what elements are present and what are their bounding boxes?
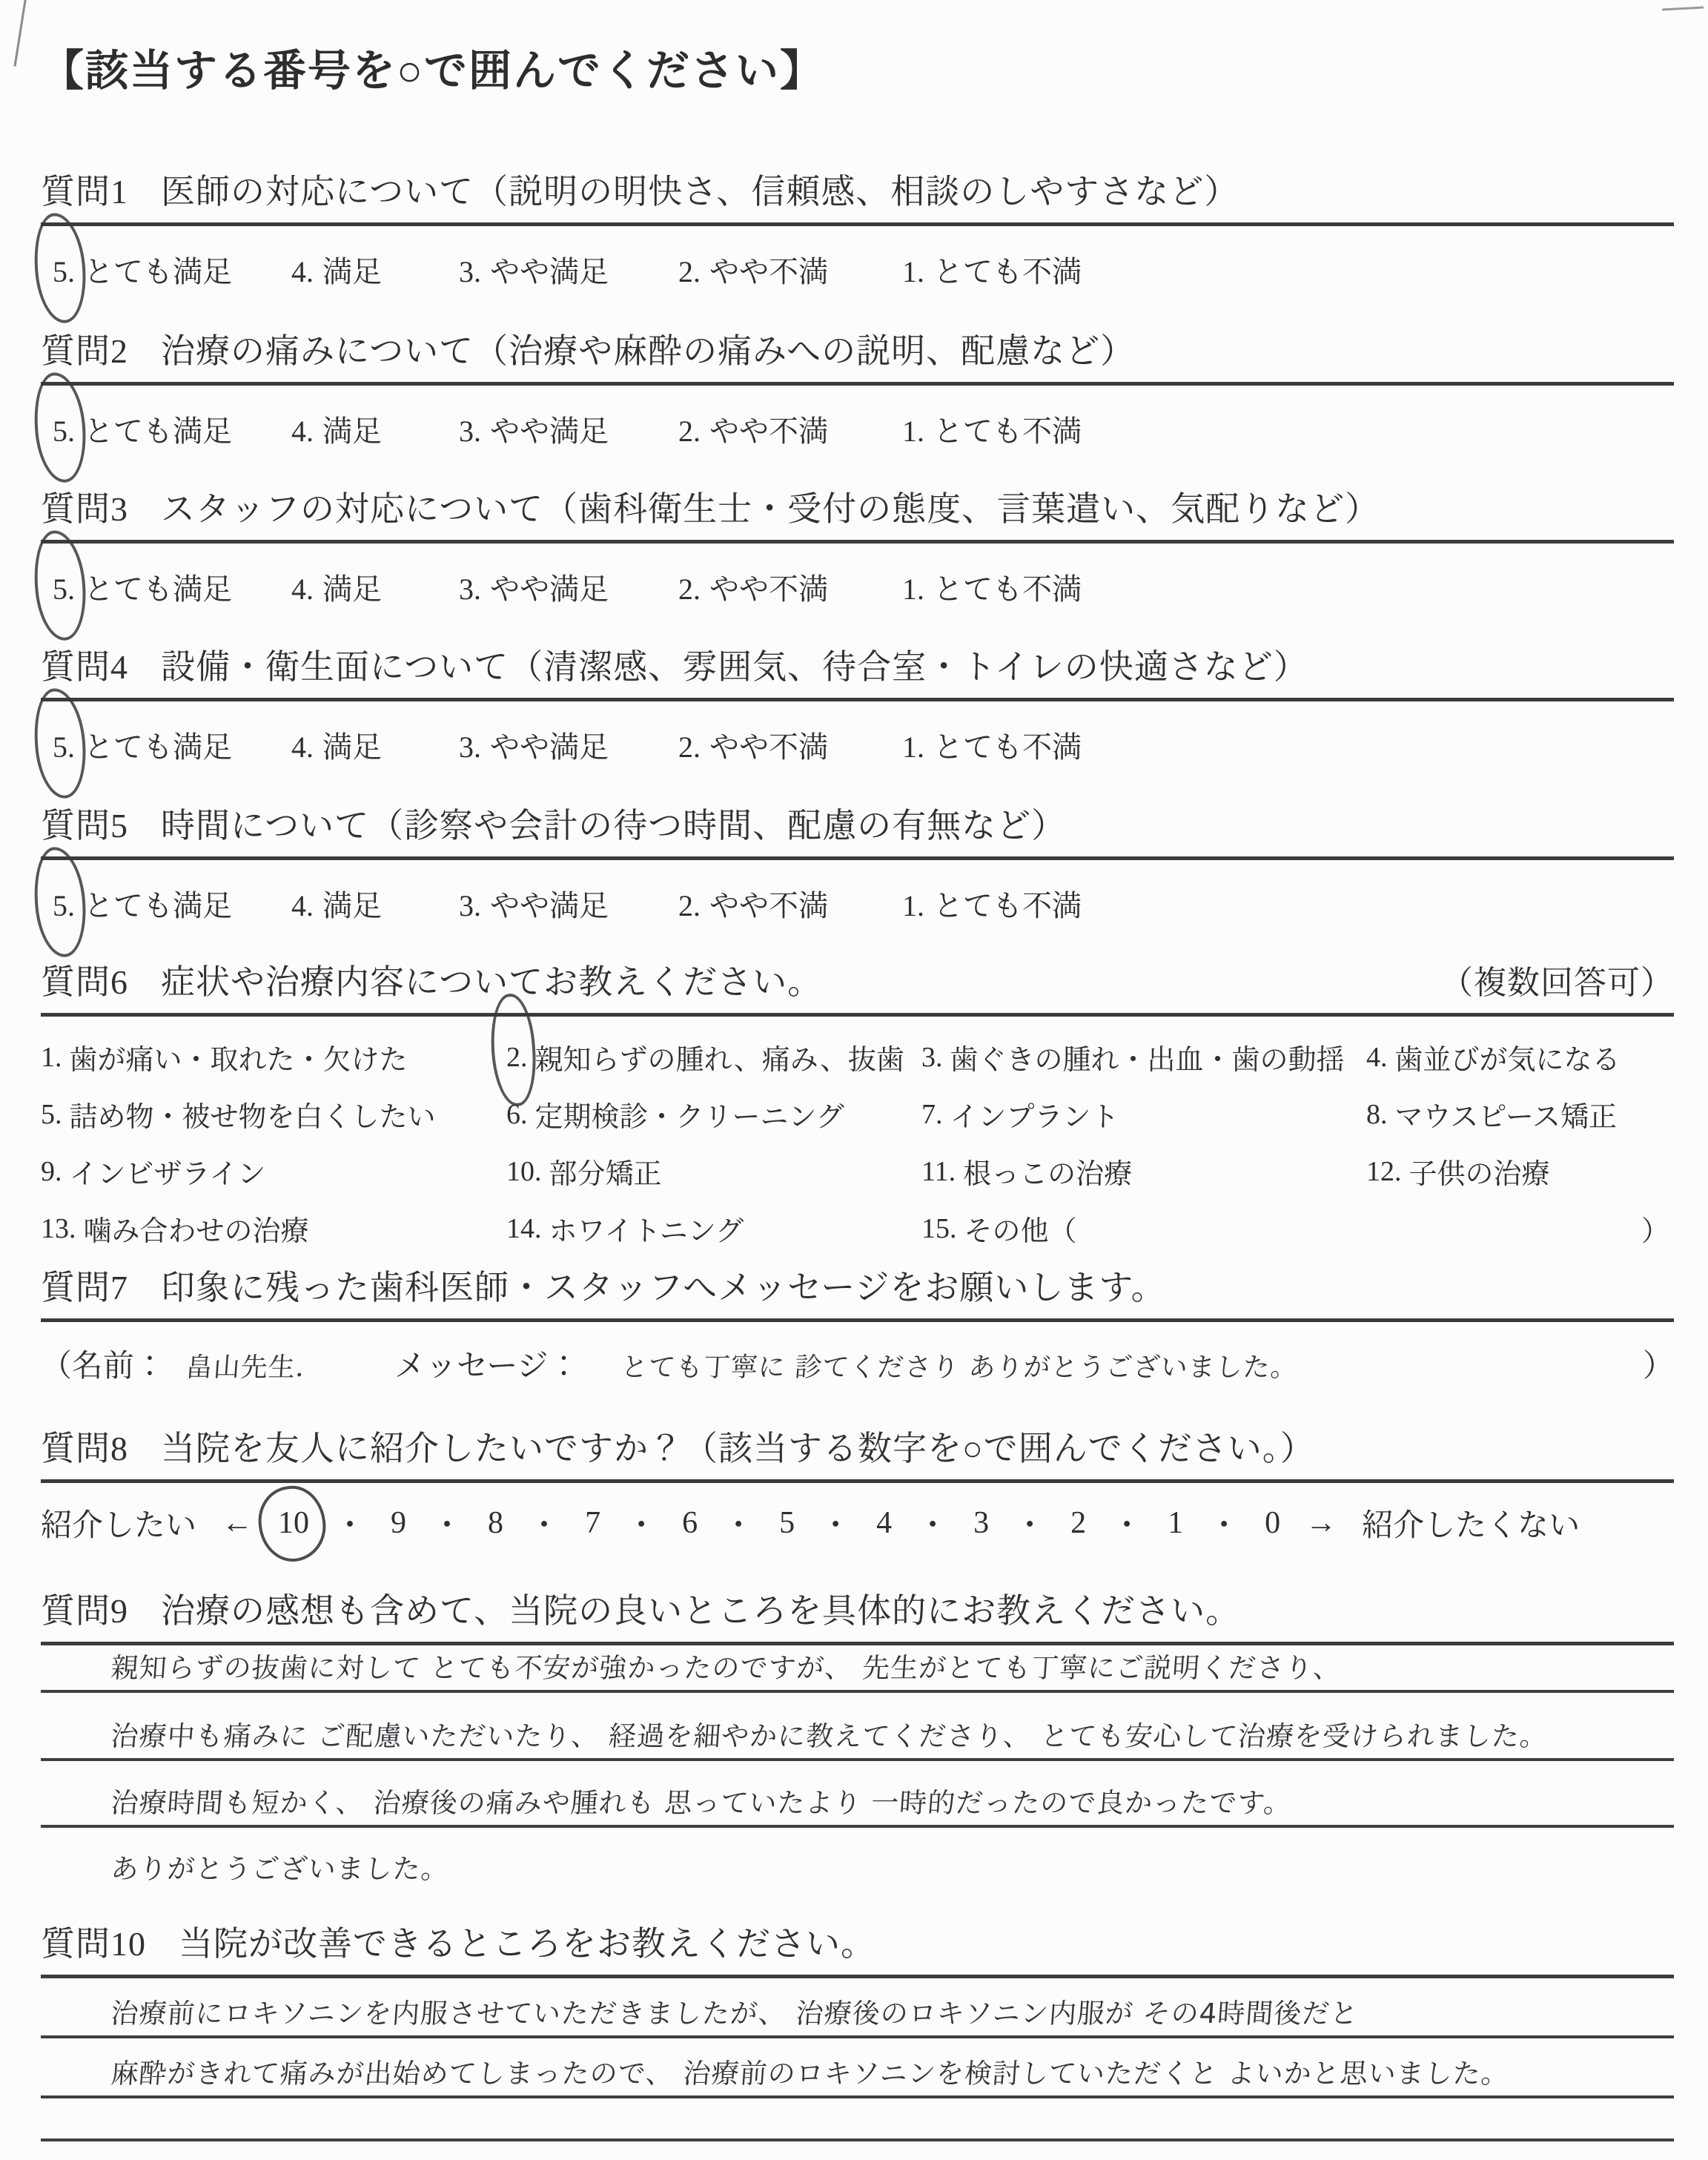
page-header <box>41 36 1674 98</box>
divider <box>41 1479 1674 1483</box>
question-9-section <box>41 1584 1674 1891</box>
question-10-header <box>41 1917 1674 1966</box>
rating-option-4 <box>291 248 459 291</box>
rating-option-4 <box>291 566 459 608</box>
question-4-label: 質問4 <box>41 648 128 686</box>
rating-option-label: とても満足 <box>84 889 232 922</box>
handwritten-line: 麻酔がきれて痛みが出始めてしまったので、 治療前のロキソニンを検討していただくと よいかと思いました。 <box>110 2058 1511 2090</box>
rating-option-4 <box>291 408 459 450</box>
rating-option-label: とても不満 <box>933 889 1082 922</box>
question-4-title: 設備・衛生面について（清潔感、雰囲気、待合室・トイレの快適さなど） <box>161 648 1308 686</box>
option-number: 11. <box>921 1155 956 1187</box>
question-9-title: 治療の感想も含めて、当院の良いところを具体的にお教えください。 <box>161 1592 1241 1630</box>
divider <box>41 1013 1674 1017</box>
rating-option-3 <box>459 724 678 766</box>
rating-option-number: 1. <box>902 730 924 764</box>
question-1-title: 医師の対応について（説明の明快さ、信頼感、相談のしやすさなど） <box>161 173 1239 211</box>
circled-answer-5: 5. <box>53 889 75 922</box>
scale-number-0: 0 <box>1265 1506 1281 1540</box>
divider <box>41 222 1674 226</box>
symptom-option-14 <box>506 1200 921 1257</box>
rating-option-3 <box>459 882 678 925</box>
rating-option-2 <box>678 724 902 766</box>
question-2-title: 治療の痛みについて（治療や麻酔の痛みへの説明、配慮など） <box>161 332 1136 370</box>
rating-option-1 <box>902 566 1082 608</box>
message-field-label: メッセージ： <box>394 1350 580 1384</box>
rating-option-label: やや満足 <box>490 572 609 606</box>
rating-option-number: 4. <box>291 415 314 448</box>
question-7-header <box>41 1261 1674 1309</box>
rating-option-number: 2. <box>678 255 701 288</box>
answer-line-empty <box>41 2098 1674 2141</box>
rating-option-2 <box>678 408 902 450</box>
question-3-header <box>41 482 1674 531</box>
question-3-label: 質問3 <box>41 490 128 528</box>
rating-option-label: とても不満 <box>933 572 1082 606</box>
question-1-header <box>41 165 1674 214</box>
option-number: 14. <box>506 1212 542 1244</box>
separator-dot: ・ <box>1208 1509 1240 1543</box>
option-label: 根っこの治療 <box>963 1159 1133 1190</box>
rating-option-label: やや不満 <box>709 572 828 606</box>
divider <box>41 1318 1674 1322</box>
rating-option-label: とても満足 <box>84 255 232 288</box>
answer-line <box>41 1761 1674 1828</box>
question-6-title: 症状や治療内容についてお教えください。 <box>161 963 823 1001</box>
question-2-section <box>41 324 1674 450</box>
scale-number-8: 8 <box>488 1506 504 1540</box>
handwritten-name-value: 畠山先生． <box>185 1353 325 1383</box>
rating-option-label: やや不満 <box>709 255 828 288</box>
rating-option-number: 1. <box>902 415 924 448</box>
rating-option-number: 1. <box>902 889 924 922</box>
rating-option-number: 4. <box>291 572 314 606</box>
symptom-option-11 <box>921 1143 1366 1200</box>
scale-number-1: 1 <box>1168 1506 1184 1540</box>
question-9-label: 質問9 <box>41 1592 128 1630</box>
rating-option-number: 4. <box>291 730 314 764</box>
option-label: 詰め物・被せ物を白くしたい <box>69 1102 436 1133</box>
question-4-section <box>41 640 1674 766</box>
rating-option-5 <box>53 566 291 608</box>
option-number: 5. <box>41 1098 62 1130</box>
left-arrow: ← <box>222 1506 254 1540</box>
option-label: 子供の治療 <box>1409 1159 1550 1190</box>
question-8-section <box>41 1421 1674 1545</box>
rating-option-label: とても不満 <box>933 730 1082 764</box>
answer-line <box>41 2038 1674 2098</box>
symptom-option-1 <box>41 1028 506 1086</box>
option-number: 1. <box>41 1041 62 1073</box>
question-6-label: 質問6 <box>41 963 128 1001</box>
rating-option-number: 4. <box>291 889 314 922</box>
close-paren: ） <box>1642 1350 1674 1384</box>
option-label: 歯が痛い・取れた・欠けた <box>69 1045 408 1076</box>
option-number: 6. <box>506 1098 528 1130</box>
question-5-label: 質問5 <box>41 807 128 845</box>
rating-option-2 <box>678 566 902 608</box>
rating-option-1 <box>902 724 1082 766</box>
scale-right-label: 紹介したくない <box>1362 1509 1580 1543</box>
symptom-option-10 <box>506 1143 921 1200</box>
symptom-option-12 <box>1366 1143 1674 1200</box>
question-2-options <box>41 408 1674 450</box>
option-label: マウスピース矯正 <box>1394 1102 1617 1133</box>
question-3-options <box>41 566 1674 608</box>
answer-line <box>41 1828 1674 1891</box>
question-6-header <box>41 955 1674 1004</box>
question-8-label: 質問8 <box>41 1430 128 1467</box>
question-6-note: （複数回答可） <box>1440 965 1674 1001</box>
question-5-title: 時間について（診察や会計の待つ時間、配慮の有無など） <box>161 807 1067 845</box>
option-number: 13. <box>41 1212 76 1244</box>
rating-option-label: 満足 <box>322 889 382 922</box>
question-6-section <box>41 955 1674 1257</box>
option-label: 歯ぐきの腫れ・出血・歯の動揺 <box>950 1045 1345 1076</box>
rating-option-number: 1. <box>902 255 924 288</box>
rating-option-label: とても満足 <box>84 572 232 606</box>
circled-answer-10: 10 <box>278 1506 310 1540</box>
handwritten-line: 親知らずの抜歯に対して とても不安が強かったのですが、 先生がとても丁寧にご説明くださり、 <box>110 1652 1343 1684</box>
divider <box>41 856 1674 860</box>
question-5-section <box>41 799 1674 925</box>
handwritten-line: 治療中も痛みに ご配慮いただいたり、 経過を細やかに教えてくださり、 とても安心して治療を受けられました。 <box>110 1720 1549 1752</box>
symptom-option-5 <box>41 1086 506 1143</box>
scale-number-6: 6 <box>682 1506 698 1540</box>
rating-option-number: 3. <box>459 415 481 448</box>
question-2-header <box>41 324 1674 373</box>
separator-dot: ・ <box>1014 1509 1046 1543</box>
rating-option-3 <box>459 408 678 450</box>
rating-option-2 <box>678 248 902 291</box>
scale-number-9: 9 <box>391 1506 407 1540</box>
rating-option-1 <box>902 882 1082 925</box>
question-7-label: 質問7 <box>41 1269 128 1307</box>
rating-option-label: やや満足 <box>490 255 609 288</box>
handwritten-line: ありがとうございました。 <box>110 1853 451 1885</box>
separator-dot: ・ <box>820 1509 852 1543</box>
circled-answer-5: 5. <box>53 730 75 764</box>
rating-option-number: 3. <box>459 572 481 606</box>
rating-option-label: とても満足 <box>84 730 232 764</box>
rating-option-label: やや不満 <box>709 415 828 448</box>
rating-option-number: 3. <box>459 889 481 922</box>
rating-option-number: 2. <box>678 889 701 922</box>
option-label: 親知らずの腫れ、痛み、抜歯 <box>534 1045 905 1076</box>
symptom-option-4 <box>1366 1028 1674 1086</box>
rating-option-label: やや満足 <box>490 889 609 922</box>
rating-option-4 <box>291 882 459 925</box>
close-paren: ） <box>1641 1216 1669 1247</box>
rating-option-5 <box>53 882 291 925</box>
symptom-option-9 <box>41 1143 506 1200</box>
scale-number-7: 7 <box>585 1506 601 1540</box>
question-4-options <box>41 724 1674 766</box>
rating-option-label: やや満足 <box>490 730 609 764</box>
option-label: ホワイトニング <box>549 1216 744 1247</box>
page-title: 【該当する番号を○で囲んでください】 <box>41 47 825 95</box>
rating-option-label: 満足 <box>322 572 382 606</box>
option-number: 7. <box>921 1098 943 1130</box>
handwritten-line: 治療時間も短かく、 治療後の痛みや腫れも 思っていたより 一時的だったので良かったです。 <box>110 1787 1293 1819</box>
handwritten-message-value: とても丁寧に 診てくださり ありがとうございました。 <box>619 1353 1299 1383</box>
option-number: 12. <box>1366 1155 1402 1187</box>
symptom-option-13 <box>41 1200 506 1257</box>
question-10-title: 当院が改善できるところをお教えください。 <box>179 1925 875 1963</box>
rating-option-label: やや不満 <box>709 889 828 922</box>
scan-artifact <box>14 0 27 67</box>
option-number: 9. <box>41 1155 62 1187</box>
separator-dot: ・ <box>431 1509 463 1543</box>
symptom-option-2 <box>506 1028 921 1086</box>
rating-option-1 <box>902 408 1082 450</box>
question-1-section <box>41 165 1674 291</box>
separator-dot: ・ <box>723 1509 755 1543</box>
symptom-option-3 <box>921 1028 1366 1086</box>
rating-option-number: 4. <box>291 255 314 288</box>
divider <box>41 382 1674 386</box>
question-1-options <box>41 248 1674 291</box>
question-7-section <box>41 1261 1674 1386</box>
option-label: その他（ <box>964 1216 1077 1247</box>
rating-option-3 <box>459 248 678 291</box>
scale-number-3: 3 <box>973 1506 990 1540</box>
option-label: 歯並びが気になる <box>1394 1045 1621 1076</box>
option-label: インビザライン <box>69 1159 266 1190</box>
option-label: 部分矯正 <box>549 1159 662 1190</box>
question-4-header <box>41 640 1674 689</box>
rating-option-label: とても不満 <box>933 255 1082 288</box>
right-arrow: → <box>1305 1506 1337 1540</box>
option-number: 8. <box>1366 1098 1388 1130</box>
symptom-option-6 <box>506 1086 921 1143</box>
rating-option-number: 2. <box>678 730 701 764</box>
handwritten-line: 治療前にロキソニンを内服させていただきましたが、 治療後のロキソニン内服が その4時間後だと <box>110 1998 1360 2029</box>
question-5-header <box>41 799 1674 848</box>
scan-artifact <box>1662 7 1704 11</box>
rating-option-3 <box>459 566 678 608</box>
rating-option-number: 3. <box>459 730 481 764</box>
separator-dot: ・ <box>529 1509 560 1543</box>
separator-dot: ・ <box>334 1509 366 1543</box>
separator-dot: ・ <box>917 1509 949 1543</box>
circled-answer-5: 5. <box>53 255 75 288</box>
scale-number-5: 5 <box>779 1506 795 1540</box>
nps-scale-row <box>41 1501 1674 1545</box>
question-10-section <box>41 1917 1674 2160</box>
symptom-option-15 <box>921 1200 1366 1257</box>
rating-option-label: やや満足 <box>490 415 609 448</box>
rating-option-4 <box>291 724 459 766</box>
rating-option-5 <box>53 408 291 450</box>
rating-option-label: 満足 <box>322 255 382 288</box>
question-2-label: 質問2 <box>41 332 128 370</box>
option-number: 10. <box>506 1155 542 1187</box>
answer-line <box>41 1693 1674 1761</box>
question-10-label: 質問10 <box>41 1925 146 1963</box>
rating-option-label: やや不満 <box>709 730 828 764</box>
question-3-section <box>41 482 1674 608</box>
rating-option-5 <box>53 724 291 766</box>
rating-option-number: 3. <box>459 255 481 288</box>
scale-number-4: 4 <box>876 1506 893 1540</box>
option-label: インプラント <box>950 1102 1119 1133</box>
rating-option-label: とても満足 <box>84 415 232 448</box>
answer-line <box>41 1978 1674 2038</box>
other-close-paren <box>1366 1200 1674 1257</box>
separator-dot: ・ <box>1111 1509 1143 1543</box>
answer-line-empty <box>41 2141 1674 2160</box>
question-5-options <box>41 882 1674 925</box>
question-1-label: 質問1 <box>41 173 128 211</box>
rating-option-number: 2. <box>678 572 701 606</box>
option-number: 4. <box>1366 1041 1388 1073</box>
circled-answer-5: 5. <box>53 572 75 606</box>
rating-option-5 <box>53 248 291 291</box>
question-8-header <box>41 1421 1674 1470</box>
option-label: 定期検診・クリーニング <box>534 1102 844 1133</box>
question-7-title: 印象に残った歯科医師・スタッフへメッセージをお願いします。 <box>161 1269 1166 1307</box>
rating-option-1 <box>902 248 1082 291</box>
question-6-options <box>41 1028 1674 1257</box>
rating-option-2 <box>678 882 902 925</box>
question-7-answer-row <box>41 1341 1674 1386</box>
scale-left-label: 紹介したい <box>41 1509 197 1543</box>
circled-answer-2: 2. <box>506 1041 528 1073</box>
rating-option-label: 満足 <box>322 730 382 764</box>
symptom-option-8 <box>1366 1086 1674 1143</box>
rating-option-number: 1. <box>902 572 924 606</box>
rating-option-label: とても不満 <box>933 415 1082 448</box>
question-3-title: スタッフの対応について（歯科衛生士・受付の態度、言葉遣い、気配りなど） <box>161 490 1380 528</box>
circled-answer-5: 5. <box>53 415 75 448</box>
divider <box>41 540 1674 544</box>
nps-numbers <box>278 1501 1280 1545</box>
separator-dot: ・ <box>626 1509 658 1543</box>
answer-line <box>41 1645 1674 1693</box>
name-field-label: （名前： <box>41 1350 166 1384</box>
question-9-header <box>41 1584 1674 1633</box>
divider <box>41 698 1674 701</box>
rating-option-number: 2. <box>678 415 701 448</box>
option-label: 噛み合わせの治療 <box>83 1216 309 1247</box>
rating-option-label: 満足 <box>322 415 382 448</box>
option-number: 15. <box>921 1212 957 1244</box>
symptom-option-7 <box>921 1086 1366 1143</box>
option-number: 3. <box>921 1041 943 1073</box>
question-8-title: 当院を友人に紹介したいですか？（該当する数字を○で囲んでください。） <box>161 1430 1315 1467</box>
scale-number-2: 2 <box>1070 1506 1087 1540</box>
